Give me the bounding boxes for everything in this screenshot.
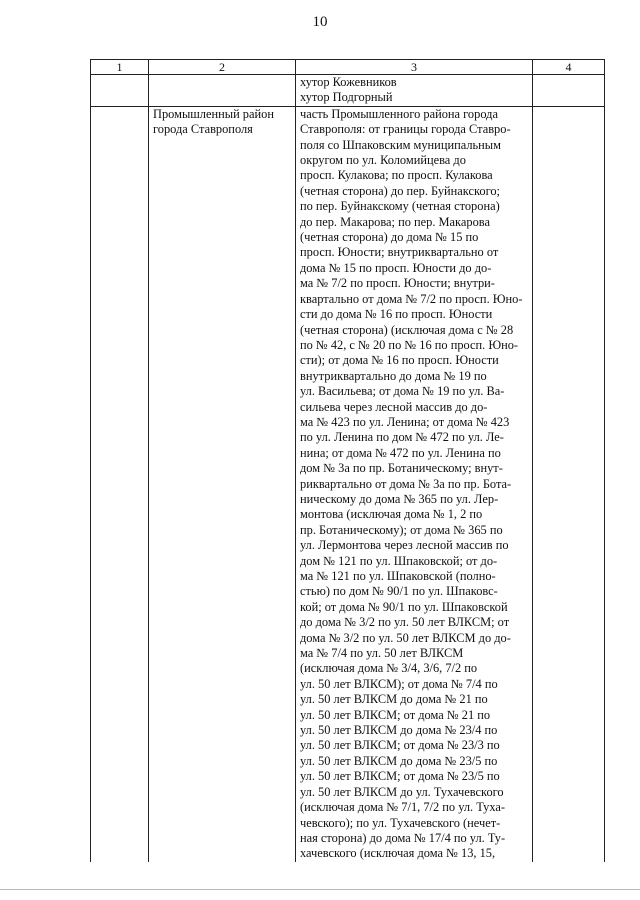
continuation-row bbox=[91, 75, 605, 107]
description-line: поля со Шпаковским муниципальным bbox=[300, 137, 501, 152]
header-col-4: 4 bbox=[533, 60, 605, 75]
description-line: ул. 50 лет ВЛКСМ до дома № 23/4 по bbox=[300, 723, 498, 738]
description-line: (исключая дома № 7/1, 7/2 по ул. Туха- bbox=[300, 800, 506, 815]
description-line: пр. Ботаническому); от дома № 365 по bbox=[300, 522, 503, 537]
description-line: хачевского (исключая дома № 13, 15, bbox=[300, 846, 496, 861]
description-line: дом № 121 по ул. Шпаковской; от до- bbox=[300, 553, 498, 568]
table-header-row bbox=[91, 60, 605, 75]
row-col-1 bbox=[91, 106, 149, 861]
description-line: часть Промышленного района города bbox=[300, 106, 498, 121]
description-line: ная сторона) до дома № 17/4 по ул. Ту- bbox=[300, 830, 506, 845]
description-line: ул. Васильева; от дома № 19 по ул. Ва- bbox=[300, 384, 505, 399]
description-line: до дома № 3/2 по ул. 50 лет ВЛКСМ; от bbox=[300, 615, 510, 630]
page-number: 10 bbox=[312, 14, 328, 30]
description-line: дома № 15 по просп. Юности до до- bbox=[300, 260, 492, 275]
description-line: (четная сторона) до дома № 15 по bbox=[300, 230, 479, 245]
description-line: дом № 3а по пр. Ботаническому; внут- bbox=[300, 461, 503, 476]
description-line: по пер. Буйнакскому (четная сторона) bbox=[300, 199, 500, 214]
description-line: просп. Кулакова; по просп. Кулакова bbox=[300, 168, 493, 183]
description-line: ническому до дома № 365 по ул. Лер- bbox=[300, 491, 499, 506]
header-col-1: 1 bbox=[91, 60, 149, 75]
description-line: до пер. Макарова; по пер. Макарова bbox=[300, 214, 490, 229]
description-line: ма № 121 по ул. Шпаковской (полно- bbox=[300, 569, 496, 583]
description-line: (четная сторона) до пер. Буйнакского; bbox=[300, 183, 500, 198]
description-line: квартально от дома № 7/2 по просп. Юно- bbox=[300, 291, 523, 306]
description-line: ма № 7/2 по просп. Юности; внутри- bbox=[300, 276, 495, 291]
description-line: ул. 50 лет ВЛКСМ; от дома № 23/3 по bbox=[300, 738, 500, 753]
description-line: нина; от дома № 472 по ул. Ленина по bbox=[300, 445, 501, 460]
description-line: ул. 50 лет ВЛКСМ); от дома № 7/4 по bbox=[300, 676, 498, 691]
continuation-col-3 bbox=[296, 75, 533, 107]
district-name-line: Промышленный район bbox=[153, 106, 274, 121]
description-line: кой; от дома № 90/1 по ул. Шпаковской bbox=[300, 599, 508, 614]
description-line: риквартально от дома № 3а по пр. Бота- bbox=[300, 476, 512, 491]
description-line: сильева через лесной массив до до- bbox=[300, 399, 488, 414]
district-description-cell bbox=[296, 106, 533, 861]
continuation-line: хутор Кожевников bbox=[300, 75, 397, 89]
description-line: ма № 423 по ул. Ленина; от дома № 423 bbox=[300, 414, 510, 429]
description-line: ул. 50 лет ВЛКСМ; от дома № 21 по bbox=[300, 707, 491, 722]
district-name-cell bbox=[149, 106, 296, 861]
description-line: сти); от дома № 16 по просп. Юности bbox=[300, 353, 499, 368]
description-line: ул. 50 лет ВЛКСМ до дома № 23/5 по bbox=[300, 753, 498, 768]
description-line: монтова (исключая дома № 1, 2 по bbox=[300, 507, 483, 522]
description-line: просп. Юности; внутриквартально от bbox=[300, 245, 499, 260]
description-line: ул. 50 лет ВЛКСМ; от дома № 23/5 по bbox=[300, 769, 500, 784]
description-line: по ул. Ленина по дом № 472 по ул. Ле- bbox=[300, 430, 504, 445]
header-col-2: 2 bbox=[149, 60, 296, 75]
description-line: (исключая дома № 3/4, 3/6, 7/2 по bbox=[300, 661, 478, 676]
description-line: дома № 3/2 по ул. 50 лет ВЛКСМ до до- bbox=[300, 630, 511, 645]
description-line: чевского); по ул. Тухачевского (нечет- bbox=[300, 815, 501, 830]
description-line: округом по ул. Коломийцева до bbox=[300, 153, 466, 168]
description-line: стью) по дом № 90/1 по ул. Шпаковс- bbox=[300, 584, 498, 599]
continuation-col-4 bbox=[533, 75, 605, 107]
continuation-col-2 bbox=[149, 75, 296, 107]
continuation-line: хутор Подгорный bbox=[300, 90, 393, 105]
description-line: Ставрополя: от границы города Ставро- bbox=[300, 122, 511, 137]
description-line: ма № 7/4 по ул. 50 лет ВЛКСМ bbox=[300, 646, 464, 661]
description-line: ул. Лермонтова через лесной массив по bbox=[300, 538, 509, 553]
row-col-4 bbox=[533, 106, 605, 861]
description-line: сти до дома № 16 по просп. Юности bbox=[300, 307, 493, 322]
description-line: ул. 50 лет ВЛКСМ до дома № 21 по bbox=[300, 692, 488, 707]
description-line: по № 42, с № 20 по № 16 по просп. Юно- bbox=[300, 337, 519, 352]
header-col-3: 3 bbox=[296, 60, 533, 75]
description-line: ул. 50 лет ВЛКСМ до ул. Тухачевского bbox=[300, 784, 504, 799]
description-line: (четная сторона) (исключая дома с № 28 bbox=[300, 322, 514, 337]
districts-table bbox=[90, 59, 605, 862]
district-row bbox=[91, 106, 605, 861]
description-line: внутриквартально до дома № 19 по bbox=[300, 368, 487, 383]
page-bottom-edge bbox=[0, 889, 640, 890]
district-name-line: города Ставрополя bbox=[153, 122, 253, 137]
continuation-col-1 bbox=[91, 75, 149, 107]
